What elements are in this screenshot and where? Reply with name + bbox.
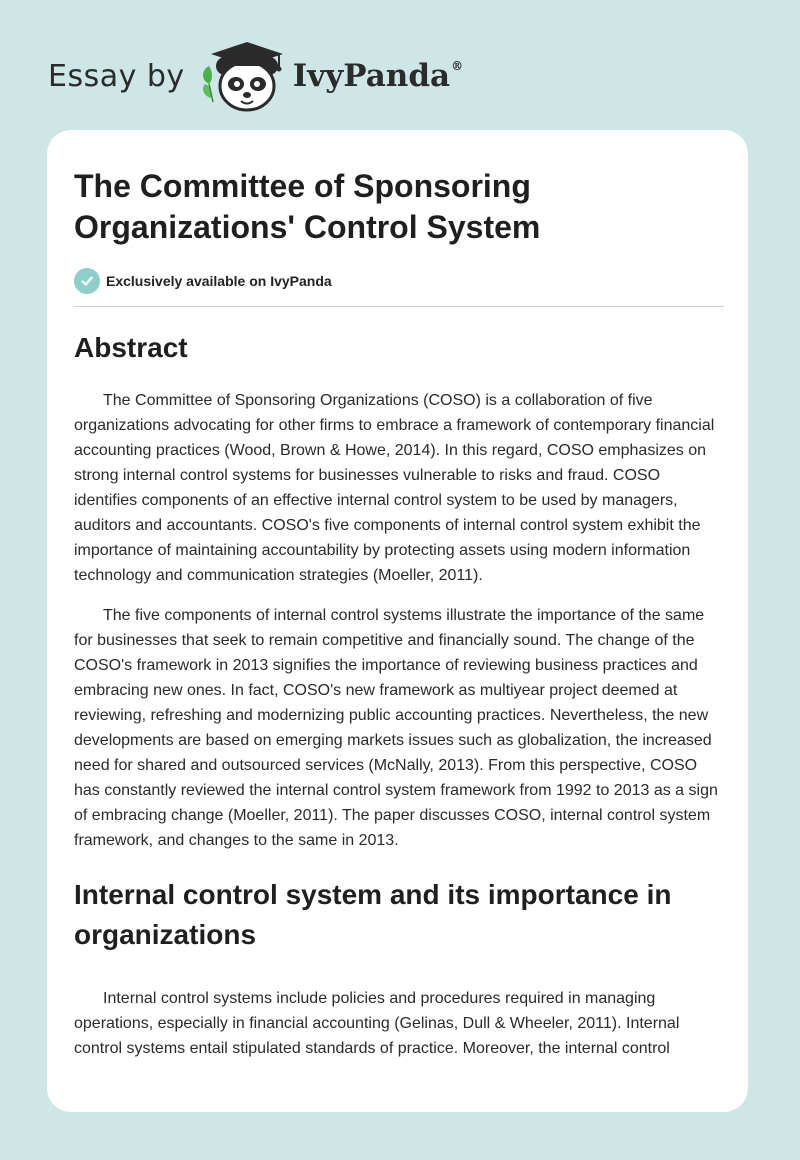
- essay-content: [74, 166, 724, 1061]
- paragraph: Internal control systems include policies and procedures required in managing operations, especially in financial accounting (Gelinas, Dull & Wheeler, 2011). Internal control systems entail stipulated standards of practice. Moreover, the internal control: [74, 990, 680, 1057]
- registered-mark: ®: [451, 59, 464, 73]
- ivypanda-logo-icon[interactable]: [199, 40, 287, 112]
- site-header: [48, 36, 463, 116]
- section-heading-internal-control: Internal control system and its importance in organizations: [74, 879, 672, 950]
- check-icon: [74, 268, 100, 294]
- exclusive-label: Exclusively available on IvyPanda: [106, 273, 332, 289]
- divider: [74, 306, 724, 307]
- essay-card: [47, 130, 748, 1112]
- brand-name[interactable]: IvyPanda®: [292, 58, 464, 94]
- paragraph: The five components of internal control systems illustrate the importance of the same for businesses that seek to remain competitive and financially sound. The change of the COSO's framework in 2013 signifies the importance of reviewing business practices and embracing new ones. In fact, COSO's new framework as multiyear project deemed at reviewing, refreshing and modernizing public accounting practices. Nevertheless, the new developments are based on emerging markets issues such as globalization, the increased need for shared and outsourced services (McNally, 2013). From this perspective, COSO has constantly reviewed the internal control system framework from 1992 to 2013 as a sign of embracing change (Moeller, 2011). The paper discusses COSO, internal control system framework, and changes to the same in 2013.: [74, 607, 718, 849]
- page-title: The Committee of Sponsoring Organizations' Control System: [74, 168, 541, 245]
- essay-by-label: Essay by: [48, 58, 185, 94]
- paragraph: The Committee of Sponsoring Organizations (COSO) is a collaboration of five organizations advocating for other firms to embrace a framework of contemporary financial accounting practices (Wood, Brown & Howe, 2014). In this regard, COSO emphasizes on strong internal control systems for businesses vulnerable to risks and fraud. COSO identifies components of an effective internal control system to be used by managers, auditors and accountants. COSO's five components of internal control system exhibit the importance of maintaining accountability by protecting assets using modern information technology and communication strategies (Moeller, 2011).: [74, 392, 715, 584]
- section-heading-abstract: Abstract: [74, 332, 188, 363]
- exclusive-badge: [74, 268, 724, 294]
